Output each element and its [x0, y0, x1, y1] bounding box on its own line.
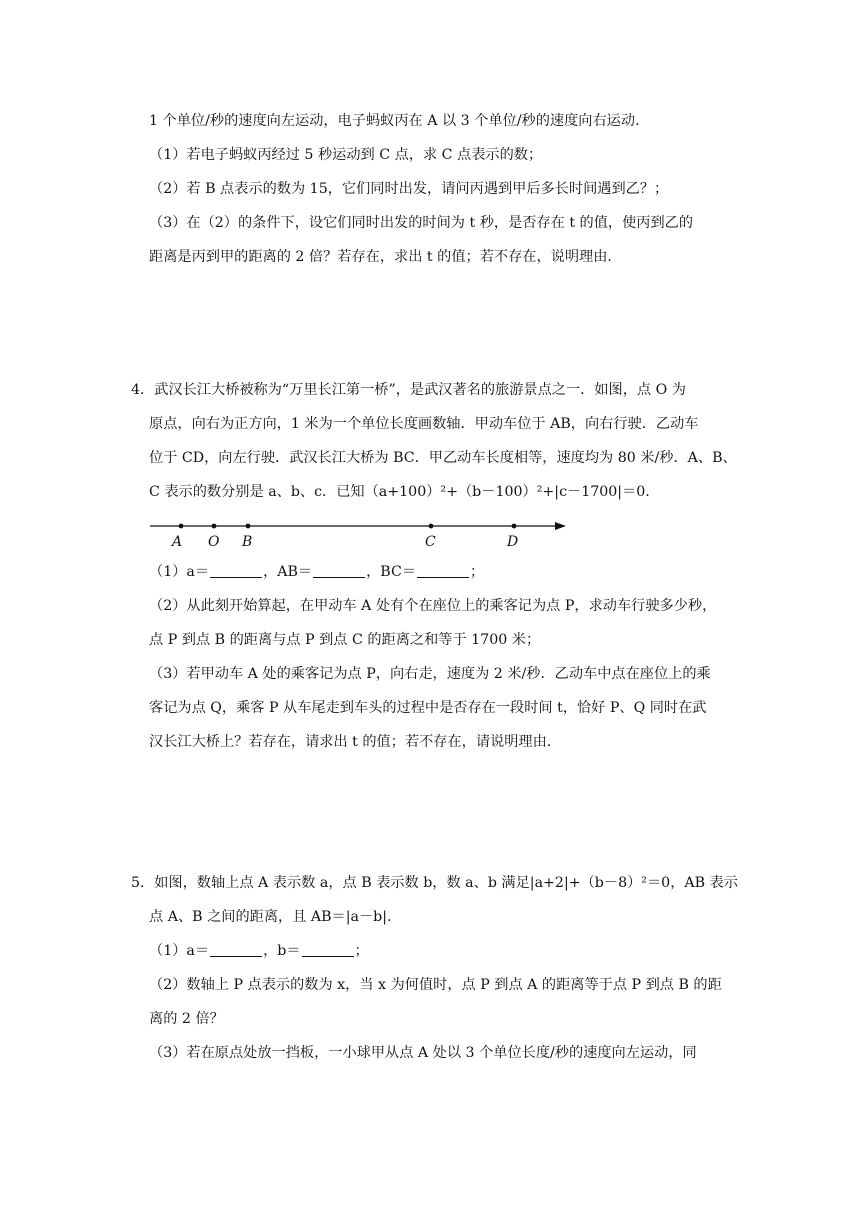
- p5-q1-b-label: ，b＝: [263, 943, 301, 959]
- point-b-dot: [246, 524, 251, 529]
- p5-q1: [149, 941, 369, 961]
- label-o: O: [208, 534, 220, 550]
- point-c-dot: [429, 524, 434, 529]
- p4-q1-a-blank: [210, 563, 262, 578]
- p5-q2-line-1: （2）数轴上 P 点表示的数为 x，当 x 为何值时，点 P 到点 A 的距离等于点 P 到点 B 的距: [149, 977, 722, 993]
- point-d-dot: [512, 524, 517, 529]
- point-a-dot: [179, 524, 184, 529]
- p5-q1-b-blank: [302, 942, 354, 957]
- p4-q1-end: ；: [470, 564, 485, 580]
- p3-line-1: 1 个单位/秒的速度向左运动，电子蚂蚁丙在 A 以 3 个单位/秒的速度向右运动.: [149, 113, 640, 129]
- p3-line-5: 距离是丙到甲的距离的 2 倍？若存在，求出 t 的值；若不存在，说明理由.: [149, 249, 612, 265]
- p4-q1: [149, 562, 484, 582]
- p5-q3-line-1: （3）若在原点处放一挡板，一小球甲从点 A 处以 3 个单位长度/秒的速度向左运动，同: [149, 1045, 697, 1061]
- p4-q1-bc-blank: [417, 563, 469, 578]
- p4-line-1: 4．武汉长江大桥被称为“万里长江第一桥”，是武汉著名的旅游景点之一．如图，点 O 为: [131, 382, 686, 398]
- label-a: A: [172, 534, 183, 550]
- p3-line-4: （3）在（2）的条件下，设它们同时出发的时间为 t 秒，是否存在 t 的值，使丙到乙的: [149, 215, 694, 231]
- p5-line-1: 5．如图，数轴上点 A 表示数 a，点 B 表示数 b，数 a、b 满足|a+2|+（b－8）²＝0，AB 表示: [131, 875, 738, 891]
- p3-line-2: （1）若电子蚂蚁丙经过 5 秒运动到 C 点，求 C 点表示的数；: [149, 147, 543, 163]
- p4-line-3: 位于 CD，向左行驶．武汉长江大桥为 BC．甲乙动车长度相等，速度均为 80 米/秒．A、B、: [149, 450, 737, 466]
- p4-q2-line-1: （2）从此刻开始算起，在甲动车 A 处有个在座位上的乘客记为点 P，求动车行驶多少秒，: [149, 598, 717, 614]
- p4-q1-ab-blank: [313, 563, 365, 578]
- p5-q2-line-2: 离的 2 倍？: [149, 1011, 224, 1027]
- p4-q1-ab-label: ，AB＝: [263, 564, 313, 580]
- p4-q3-line-3: 汉长江大桥上？若存在，请求出 t 的值；若不存在，请说明理由.: [149, 734, 552, 750]
- p4-q1-a-label: （1）a＝: [149, 564, 210, 580]
- p5-line-2: 点 A、B 之间的距离，且 AB＝|a－b|.: [149, 909, 392, 925]
- p5-q1-a-blank: [210, 942, 262, 957]
- p4-q2-line-2: 点 P 到点 B 的距离与点 P 到点 C 的距离之和等于 1700 米；: [149, 632, 541, 648]
- p4-q3-line-2: 客记为点 Q，乘客 P 从车尾走到车头的过程中是否存在一段时间 t，恰好 P、Q 同时在武: [149, 700, 707, 716]
- p4-q1-bc-label: ，BC＝: [366, 564, 417, 580]
- number-line-arrow: [555, 522, 566, 530]
- p5-q1-a-label: （1）a＝: [149, 943, 210, 959]
- p4-line-2: 原点，向右为正方向，1 米为一个单位长度画数轴．甲动车位于 AB，向右行驶．乙动车: [149, 416, 699, 432]
- number-line-figure: [150, 510, 580, 550]
- p5-q1-end: ；: [354, 943, 369, 959]
- p4-q3-line-1: （3）若甲动车 A 处的乘客记为点 P，向右走，速度为 2 米/秒．乙动车中点在座位上的乘: [149, 666, 711, 682]
- point-o-dot: [212, 524, 217, 529]
- label-b: B: [242, 534, 253, 550]
- label-c: C: [425, 534, 436, 550]
- label-d: D: [507, 534, 519, 550]
- p4-line-4: C 表示的数分别是 a、b、c．已知（a+100）²+（b－100）²+|c－1700|＝0.: [149, 484, 650, 500]
- p3-line-3: （2）若 B 点表示的数为 15，它们同时出发，请问丙遇到甲后多长时间遇到乙？；: [149, 181, 669, 197]
